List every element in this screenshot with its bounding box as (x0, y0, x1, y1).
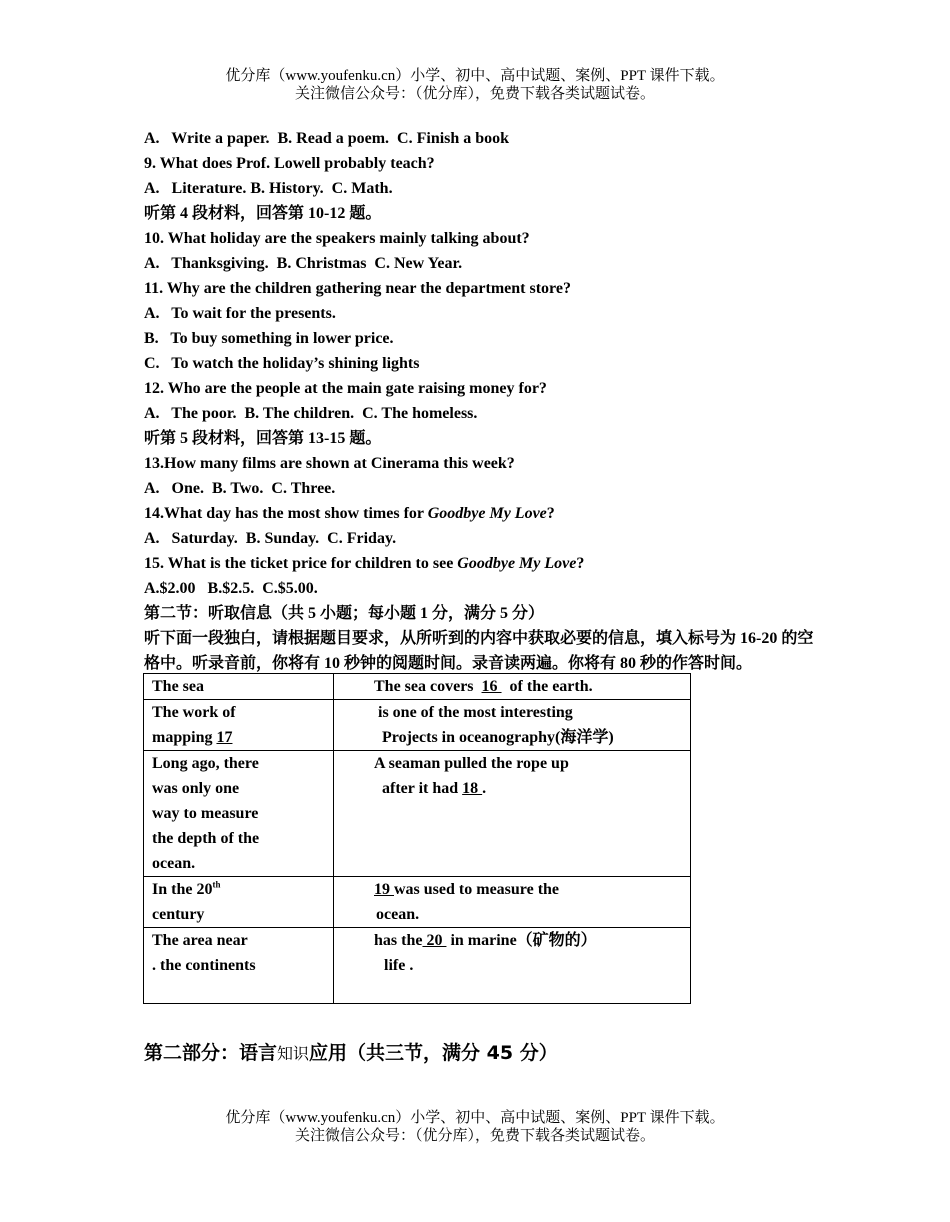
q11-option-b: B. To buy something in lower price. (144, 330, 394, 347)
r5-right-l2: life . (384, 957, 414, 974)
blank-20: 20 (422, 932, 447, 949)
r5-left-l2: . the continents (152, 957, 256, 974)
r2-left-l1: The work of (152, 704, 236, 721)
table-cell-left (144, 700, 334, 751)
r4-left-l1 (152, 877, 325, 902)
r4-right-l2: ocean. (376, 906, 420, 923)
table-cell-right (334, 877, 691, 928)
q14-title: Goodbye My Love (427, 505, 547, 522)
r1-left: The sea (152, 678, 204, 695)
table-cell-right (334, 700, 691, 751)
r3-left-l5: ocean. (152, 855, 196, 872)
part2-c: 应用（共三节，满分 45 分） (309, 1042, 558, 1064)
table-row (144, 928, 691, 1004)
q13: 13.How many films are shown at Cinerama this week? (144, 455, 515, 472)
r3-left-l2: was only one (152, 780, 240, 797)
r5-left-l1: The area near (152, 932, 248, 949)
q15-title: Goodbye My Love (457, 555, 577, 572)
r2-right-l1: is one of the most interesting (374, 704, 573, 721)
footer-line-2: 关注微信公众号：（优分库），免费下载各类试题试卷。 (294, 1128, 655, 1144)
page-header (0, 67, 950, 103)
part2-b: 知识 (277, 1044, 310, 1063)
q14-suffix: ? (546, 505, 555, 522)
q10-options: A. Thanksgiving. B. Christmas C. New Year. (144, 255, 463, 272)
blank-16: 16 (481, 678, 502, 695)
table-cell-left (144, 877, 334, 928)
r5-right-l1 (374, 928, 682, 953)
q10: 10. What holiday are the speakers mainly talking about? (144, 230, 530, 247)
q11: 11. Why are the children gathering near the department store? (144, 280, 571, 297)
q15-options: A.$2.00 B.$2.5. C.$5.00. (144, 580, 318, 597)
q15-prefix: 15. What is the ticket price for children to see (144, 555, 458, 572)
table-cell-right (334, 928, 691, 1004)
table-row (144, 877, 691, 928)
r2-left-l2 (152, 725, 325, 750)
section-2-instructions: 听下面一段独白，请根据题目要求，从所听到的内容中获取必要的信息，填入标号为 16-20 的空格中。听录音前，你将有 10 秒钟的阅题时间。录音读两遍。你将有 80 秒的作答时间。 (144, 630, 814, 672)
r5-right-post: in marine（矿物的） (446, 932, 597, 949)
r2-left-l2-pre: mapping (152, 729, 217, 746)
r3-right-l2 (374, 776, 682, 801)
r3-left-l1: Long ago, there (152, 755, 259, 772)
r4-right-l1-post: was used to measure the (394, 881, 560, 898)
section-2-title: 第二节：听取信息（共 5 小题；每小题 1 分，满分 5 分） (144, 605, 545, 622)
q14-prefix: 14.What day has the most show times for (144, 505, 428, 522)
page-footer (0, 1109, 950, 1145)
table-row (144, 751, 691, 877)
part2-a: 第二部分：语言 (144, 1042, 278, 1064)
r3-right-l1: A seaman pulled the rope up (374, 755, 569, 772)
passage-5-instruction: 听第 5 段材料，回答第 13-15 题。 (144, 430, 382, 447)
r4-left-l2: century (152, 906, 205, 923)
q14 (144, 501, 824, 526)
passage-4-instruction: 听第 4 段材料，回答第 10-12 题。 (144, 205, 382, 222)
q12-options: A. The poor. B. The children. C. The homeless. (144, 405, 478, 422)
info-table (143, 673, 691, 1004)
table-cell-left (144, 674, 334, 700)
header-line-2: 关注微信公众号：（优分库），免费下载各类试题试卷。 (294, 86, 655, 102)
q11-option-c: C. To watch the holiday’s shining lights (144, 355, 420, 372)
q15 (144, 551, 824, 576)
question-list (144, 126, 824, 676)
r3-left-l4: the depth of the (152, 830, 260, 847)
q12: 12. Who are the people at the main gate raising money for? (144, 380, 547, 397)
r1-right-post: of the earth. (501, 678, 593, 695)
r2-right-l2: Projects in oceanography(海洋学) (374, 729, 614, 746)
r1-right-pre: The sea covers (374, 678, 482, 695)
r5-right-pre: has the (374, 932, 423, 949)
blank-18: 18 (462, 780, 483, 797)
table-cell-right (334, 674, 691, 700)
r4-left-sup: th (212, 879, 221, 890)
part-2-heading (144, 1038, 558, 1065)
table-row (144, 674, 691, 700)
table-cell-left (144, 751, 334, 877)
r3-left-l3: way to measure (152, 805, 259, 822)
header-line-1: 优分库（www.youfenku.cn）小学、初中、高中试题、案例、PPT 课件下载。 (225, 68, 725, 84)
table-cell-left (144, 928, 334, 1004)
q9: 9. What does Prof. Lowell probably teach? (144, 155, 435, 172)
q14-options: A. Saturday. B. Sunday. C. Friday. (144, 530, 397, 547)
table-cell-right (334, 751, 691, 877)
q8-options: A. Write a paper. B. Read a poem. C. Finish a book (144, 130, 510, 147)
q11-option-a: A. To wait for the presents. (144, 305, 336, 322)
footer-line-1: 优分库（www.youfenku.cn）小学、初中、高中试题、案例、PPT 课件下载。 (225, 1110, 725, 1126)
blank-19: 19 (374, 881, 394, 898)
q9-options: A. Literature. B. History. C. Math. (144, 180, 393, 197)
q15-suffix: ? (576, 555, 585, 572)
r4-right-l1 (374, 877, 682, 902)
blank-17: 17 (216, 729, 233, 746)
r4-left-l1-pre: In the 20 (152, 881, 213, 898)
r3-right-l2-pre: after it had (374, 780, 463, 797)
table-row (144, 700, 691, 751)
r3-right-l2-post: . (482, 780, 487, 797)
q13-options: A. One. B. Two. C. Three. (144, 480, 336, 497)
